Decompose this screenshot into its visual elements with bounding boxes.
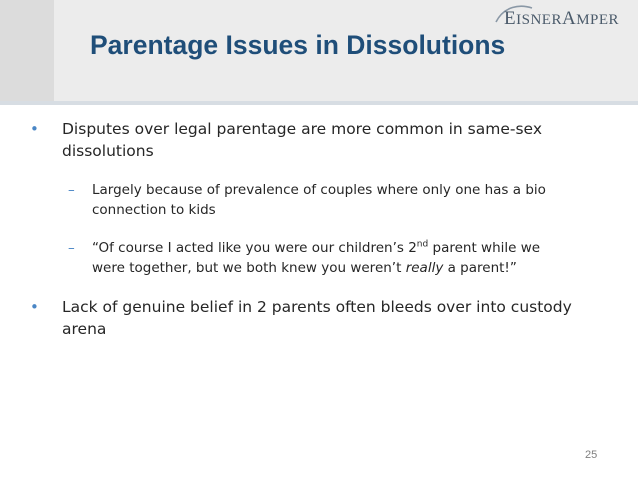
slide-body — [28, 118, 608, 358]
header-left-accent — [0, 0, 54, 101]
bullet-marker: • — [30, 298, 39, 316]
eisneramper-logo — [494, 2, 634, 32]
page-number: 25 — [585, 449, 598, 461]
bullet-text: Disputes over legal parentage are more common in same-sex dissolutions — [62, 120, 542, 160]
bullet-marker: • — [30, 120, 39, 138]
sub-bullet-text: Largely because of prevalence of couples where only one has a bio connection to kids — [92, 182, 546, 218]
bullet-item — [28, 296, 608, 340]
logo-wordmark: EISNERAMPER — [504, 8, 620, 29]
bullet-item — [28, 118, 608, 162]
sub-bullet-item — [28, 180, 568, 220]
header-divider — [0, 101, 638, 105]
sub-bullet-marker: – — [68, 182, 75, 198]
slide-title: Parentage Issues in Dissolutions — [90, 30, 506, 60]
sub-bullet-marker: – — [68, 240, 75, 256]
sub-bullet-item — [28, 238, 568, 278]
bullet-text: Lack of genuine belief in 2 parents often bleeds over into custody arena — [62, 298, 572, 338]
quote-text: “Of course I acted like you were our children’s 2nd parent while we were together, but we both knew you weren’t really a parent!” — [92, 239, 541, 276]
